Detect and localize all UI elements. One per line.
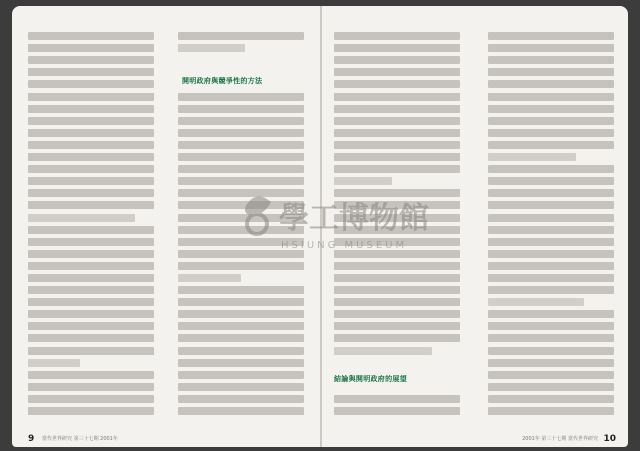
page-footer: 2001年 第三十七期 當代世界研究 <box>522 436 598 442</box>
text-line <box>334 141 460 149</box>
text-line <box>334 347 432 355</box>
text-line <box>178 407 304 415</box>
text-column <box>488 28 614 423</box>
text-line <box>178 371 304 379</box>
text-line <box>334 238 460 246</box>
text-line <box>178 153 304 161</box>
text-line <box>28 105 154 113</box>
text-line <box>178 177 304 185</box>
text-line <box>28 286 154 294</box>
text-line <box>488 250 614 258</box>
text-line <box>28 274 154 282</box>
text-line <box>488 407 614 415</box>
text-line <box>488 371 614 379</box>
text-line <box>178 262 304 270</box>
text-line <box>178 117 304 125</box>
text-line <box>334 322 460 330</box>
text-line <box>488 68 614 76</box>
text-line <box>334 274 460 282</box>
text-line <box>334 68 460 76</box>
text-line <box>28 44 154 52</box>
page-number: 10 <box>603 434 616 444</box>
text-line <box>178 359 304 367</box>
text-line <box>28 334 154 342</box>
text-line <box>488 80 614 88</box>
section-heading: 開明政府與競爭性的方法 <box>182 77 263 85</box>
text-line <box>28 80 154 88</box>
text-line <box>28 93 154 101</box>
text-line <box>28 395 154 403</box>
text-line <box>28 238 154 246</box>
text-line <box>488 153 576 161</box>
text-line <box>334 298 460 306</box>
text-line <box>178 286 304 294</box>
text-line <box>488 274 614 282</box>
watermark-en-text: HSIUNG MUSEUM <box>281 240 408 251</box>
text-line <box>334 56 460 64</box>
text-line <box>28 56 154 64</box>
page-footer: 當代世界研究 第三十七期 2001年 <box>42 436 118 442</box>
text-line <box>28 383 154 391</box>
text-line <box>178 383 304 391</box>
text-line <box>28 189 154 197</box>
text-line <box>334 262 460 270</box>
text-line <box>178 395 304 403</box>
text-line <box>488 286 614 294</box>
text-line <box>488 383 614 391</box>
text-line <box>178 201 304 209</box>
text-line <box>178 56 304 64</box>
section-heading: 結論與開明政府的展望 <box>334 375 407 383</box>
text-line <box>28 371 154 379</box>
text-line <box>178 347 304 355</box>
text-line <box>178 334 304 342</box>
text-line <box>28 141 154 149</box>
text-line <box>334 201 460 209</box>
text-line <box>334 214 460 222</box>
text-column <box>178 28 304 423</box>
text-line <box>488 310 614 318</box>
text-line <box>488 44 614 52</box>
text-line <box>488 201 614 209</box>
text-line <box>28 177 154 185</box>
page-number: 9 <box>28 434 35 444</box>
text-line <box>488 105 614 113</box>
text-line <box>334 165 460 173</box>
text-line <box>178 298 304 306</box>
text-line <box>334 44 460 52</box>
text-line <box>334 334 460 342</box>
text-column <box>334 28 460 423</box>
text-line <box>334 383 460 391</box>
text-line <box>488 359 614 367</box>
text-line <box>28 165 154 173</box>
text-line <box>28 68 154 76</box>
watermark-cn-text: 學工博物館 <box>279 201 429 236</box>
text-line <box>488 32 614 40</box>
text-line <box>488 141 614 149</box>
text-line <box>178 129 304 137</box>
text-line <box>488 56 614 64</box>
text-line <box>488 177 614 185</box>
magazine-spread <box>12 6 628 447</box>
text-line <box>28 32 154 40</box>
text-line <box>488 298 584 306</box>
text-line <box>178 189 304 197</box>
text-line <box>28 226 154 234</box>
text-line <box>178 310 304 318</box>
text-line <box>488 93 614 101</box>
text-line <box>28 322 154 330</box>
text-line <box>178 238 304 246</box>
text-line <box>488 334 614 342</box>
left-page <box>12 6 320 447</box>
text-line <box>28 201 154 209</box>
text-line <box>28 359 80 367</box>
text-line <box>334 359 460 367</box>
text-line <box>488 347 614 355</box>
text-line <box>28 310 154 318</box>
text-line <box>334 153 460 161</box>
text-line <box>334 105 460 113</box>
text-line <box>334 310 460 318</box>
text-line <box>334 177 392 185</box>
text-line <box>178 44 245 52</box>
text-line <box>488 395 614 403</box>
text-line <box>488 214 614 222</box>
text-line <box>334 407 460 415</box>
text-line <box>334 226 460 234</box>
text-line <box>178 165 304 173</box>
text-line <box>178 250 304 258</box>
text-line <box>488 129 614 137</box>
text-line <box>488 262 614 270</box>
text-line <box>488 322 614 330</box>
text-line <box>334 250 460 258</box>
text-line <box>334 80 460 88</box>
text-line <box>178 105 304 113</box>
text-line <box>178 274 241 282</box>
text-line <box>488 189 614 197</box>
text-column <box>28 28 154 423</box>
text-line <box>28 407 154 415</box>
text-line <box>28 214 135 222</box>
text-line <box>28 153 154 161</box>
text-line <box>334 189 460 197</box>
text-line <box>28 262 154 270</box>
text-line <box>334 395 460 403</box>
text-line <box>178 32 304 40</box>
text-line <box>488 117 614 125</box>
text-line <box>178 226 304 234</box>
text-line <box>28 117 154 125</box>
text-line <box>28 250 154 258</box>
text-line <box>28 347 154 355</box>
text-line <box>178 322 304 330</box>
text-line <box>488 238 614 246</box>
text-line <box>488 165 614 173</box>
text-line <box>334 286 460 294</box>
text-line <box>28 298 154 306</box>
text-line <box>178 93 304 101</box>
text-line <box>334 93 460 101</box>
right-page <box>322 6 628 447</box>
text-line <box>334 32 460 40</box>
text-line <box>178 141 304 149</box>
text-line <box>334 117 460 125</box>
text-line <box>178 214 304 222</box>
text-line <box>334 129 460 137</box>
text-line <box>28 129 154 137</box>
text-line <box>488 226 614 234</box>
